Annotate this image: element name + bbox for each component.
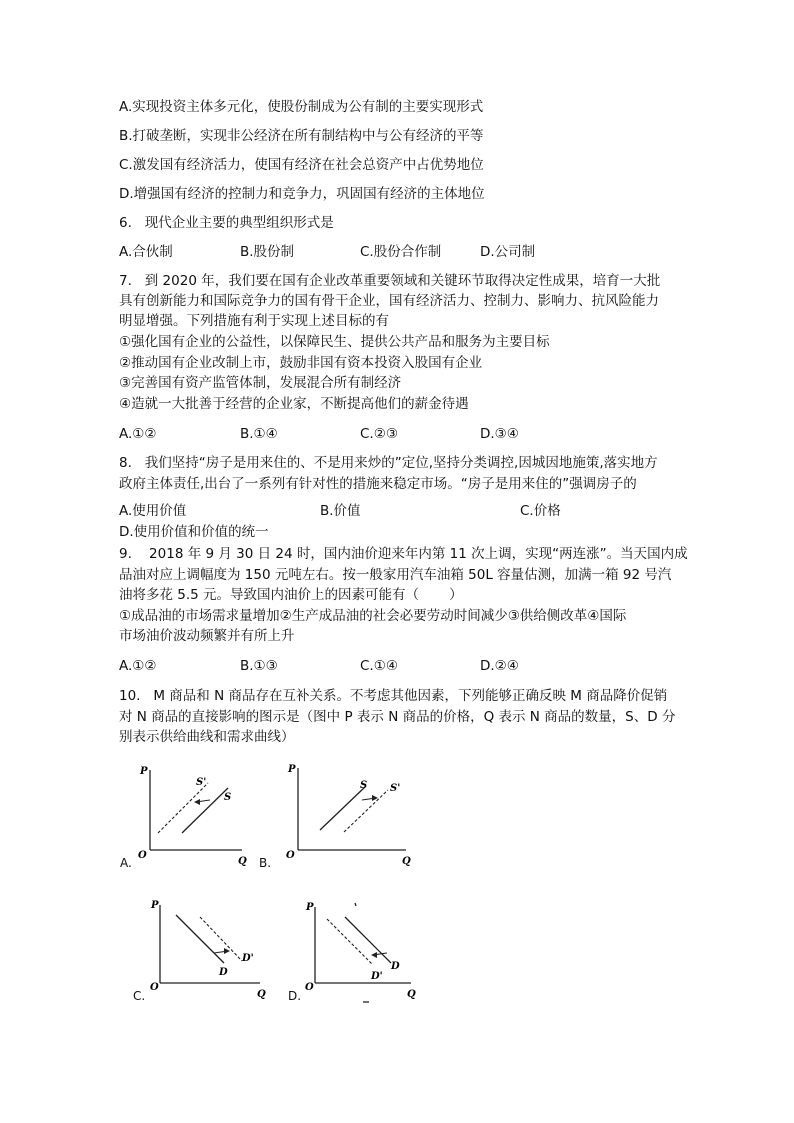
arrow-head [371,952,377,958]
shifted-curve-label: S' [390,783,401,794]
supply-curve [182,788,228,833]
q7-stem-line-3: 明显增强。下列措施有利于实现上述目标的有 [119,313,389,329]
q7-option-b: B.①④ [240,426,278,442]
shifted-demand-curve [327,919,373,965]
q-axis-label: Q [402,856,411,867]
shifted-curve-label: D' [242,953,254,964]
q7-option-a: A.①② [119,426,157,442]
curve-label: D [391,961,400,972]
q7-item-2: ②推动国有企业改制上市，鼓励非国有资本投资入股国有企业 [119,355,483,371]
q10-graph-c [120,893,270,1008]
q10-stem-line-1: 10. M 商品和 N 商品存在互补关系。不考虑其他因素，下列能够正确反映 M 商品降价促销 [119,688,668,704]
q9-item-line-2: 市场油价波动频繁并有所上升 [119,628,295,644]
q-axis-label: Q [257,989,266,1000]
q7-option-c: C.②③ [360,426,398,442]
q5-option-a: A.实现投资主体多元化，使股份制成为公有制的主要实现形式 [119,99,484,115]
q8-stem-line-2: 政府主体责任,出台了一系列有针对性的措施来稳定市场。“房子是用来住的”强调房子的 [119,476,637,492]
origin-label: O [138,850,147,861]
q10-graph-b-svg [258,758,418,873]
p-axis-label: P [306,902,314,913]
q9-stem-line-3: 油将多花 5.5 元。导致国内油价上的因素可能有（ ） [119,587,463,603]
q6-option-d: D.公司制 [480,244,536,260]
p-axis-label: P [288,764,296,775]
q9-option-c: C.①④ [360,658,398,674]
q9-stem-line-2: 品油对应上调幅度为 150 元吨左右。按一般家用汽车油箱 50L 容量估测，加满一箱 92 号汽 [119,567,672,583]
q6-option-c: C.股份合作制 [360,244,442,260]
q10-option-b-label: B. [259,856,272,870]
q5-option-b: B.打破垄断，实现非公经济在所有制结构中与公有经济的平等 [119,128,484,144]
q7-stem-line-1: 7. 到 2020 年，我们要在国有企业改革重要领域和关键环节取得决定性成果，培育一大批 [119,273,661,289]
q8-option-a: A.使用价值 [119,503,187,519]
q7-item-3: ③完善国有资产监管体制，发展混合所有制经济 [119,375,402,391]
supply-curve [320,786,366,830]
q10-graph-a-svg [110,758,260,873]
curve-label: D [219,967,228,978]
shifted-curve-label: D' [371,971,383,982]
q5-option-d: D.增强国有经济的控制力和竞争力，巩固国有经济的主体地位 [119,186,485,202]
q6-option-a: A.合伙制 [119,244,173,260]
q6-stem: 6. 现代企业主要的典型组织形式是 [119,215,334,231]
q7-item-1: ①强化国有企业的公益性，以保障民生、提供公共产品和服务为主要目标 [119,334,550,350]
arrow-head [224,948,230,954]
q8-option-c: C.价格 [520,503,561,519]
q8-option-d: D.使用价值和价值的统一 [119,524,269,540]
q10-graph-a [110,758,260,873]
demand-curve [345,917,391,963]
q10-stem-line-2: 对 N 商品的直接影响的图示是（图中 P 表示 N 商品的价格，Q 表示 N 商品的数量，S、D 分 [119,709,676,725]
shifted-supply-curve [344,790,388,832]
q9-stem-line-1: 9. 2018 年 9 月 30 日 24 时，国内油价迎来年内第 11 次上调，实现“两连涨”。当天国内成 [119,546,688,562]
q9-option-d: D.②④ [480,658,519,674]
q-axis-label: Q [407,989,416,1000]
q10-option-a-label: A. [120,856,132,870]
origin-label: O [305,982,314,993]
p-axis-label: P [140,766,148,777]
q6-option-b: B.股份制 [240,244,295,260]
q9-option-b: B.①③ [240,658,278,674]
scan-mark [355,903,356,906]
q7-option-d: D.③④ [480,426,519,442]
origin-label: O [286,850,295,861]
q10-option-c-label: C. [133,989,146,1003]
q10-graph-b [258,758,418,873]
p-axis-label: P [151,900,159,911]
q9-item-line-1: ①成品油的市场需求量增加②生产成品油的社会必要劳动时间减少③供给侧改革④国际 [119,608,627,624]
origin-label: O [150,982,159,993]
q-axis-label: Q [238,856,247,867]
q10-stem-line-3: 别表示供给曲线和需求曲线） [119,729,295,745]
curve-label: S [360,780,368,791]
q9-option-a: A.①② [119,658,157,674]
shifted-supply-curve [158,783,208,833]
shifted-demand-curve [200,917,242,961]
q10-option-d-label: D. [288,989,302,1003]
curve-label: S [224,792,232,803]
q7-item-4: ④造就一大批善于经营的企业家，不断提高他们的薪金待遇 [119,396,469,412]
q5-option-c: C.激发国有经济活力，使国有经济在社会总资产中占优势地位 [119,157,484,173]
q10-graph-d [275,893,425,1008]
q8-option-b: B.价值 [320,503,361,519]
q8-stem-line-1: 8. 我们坚持“房子是用来住的、不是用来炒的”定位,坚持分类调控,因城因地施策,落实地方 [119,455,658,471]
shifted-curve-label: S' [196,777,207,788]
q7-stem-line-2: 具有创新能力和国际竞争力的国有骨干企业，国有经济活力、控制力、影响力、抗风险能力 [119,293,659,309]
arrow-head [194,799,200,805]
demand-curve [176,915,224,963]
